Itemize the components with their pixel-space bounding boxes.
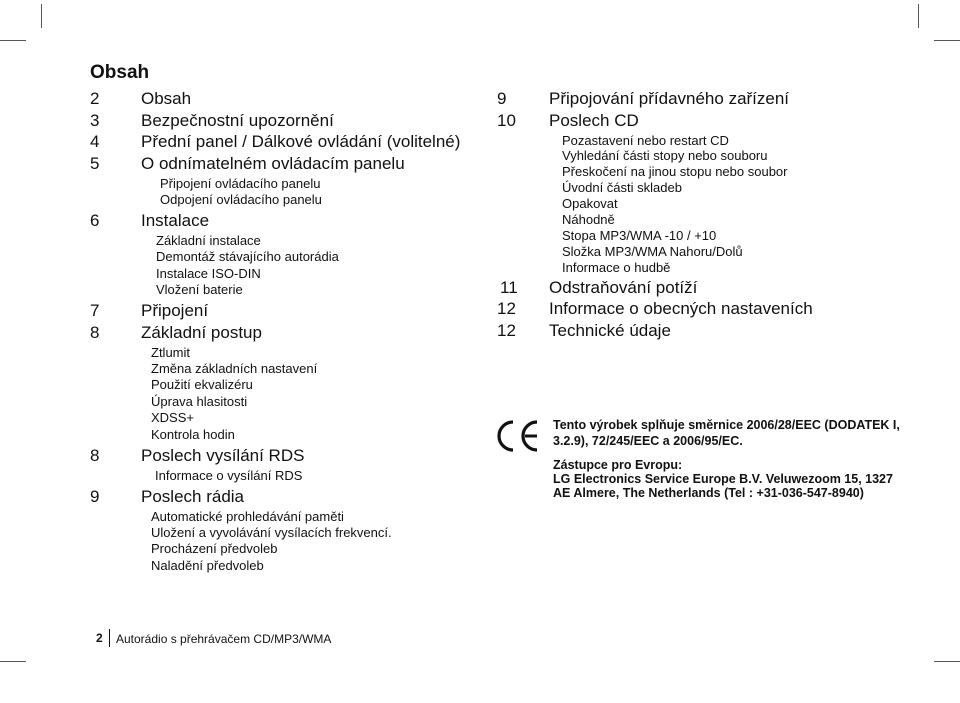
toc-subitem: Uložení a vyvolávání vysílacích frekvencí.: [151, 525, 392, 540]
toc-subitem: Změna základních nastavení: [151, 361, 318, 376]
ce-mark-icon: [492, 418, 542, 454]
toc-item: Základní postup: [141, 322, 262, 342]
toc-subitem: Opakovat: [562, 196, 618, 212]
compliance-line: Tento výrobek splňuje směrnice 2006/28/EEC (DODATEK I,: [553, 418, 900, 432]
toc-subitem: Náhodně: [562, 212, 615, 227]
crop-mark: [41, 4, 42, 28]
toc-item: Poslech CD: [549, 110, 639, 130]
toc-item: Technické údaje: [549, 320, 671, 340]
toc-page-number: 2: [90, 89, 100, 108]
toc-subitem: Připojení ovládacího panelu: [160, 175, 321, 191]
toc-page-number: 5: [90, 153, 100, 173]
toc-page-number: 10: [497, 110, 516, 130]
toc-item: Bezpečnostní upozornění: [141, 110, 334, 130]
toc-subitem: XDSS+: [151, 410, 194, 426]
toc-subitem: Odpojení ovládacího panelu: [160, 191, 322, 207]
page-title: Obsah: [90, 62, 150, 83]
toc-subitem: Úvodní části skladeb: [562, 180, 682, 196]
toc-page-number: 11: [500, 277, 518, 297]
toc-subitem: Přeskočení na jinou stopu nebo soubor: [562, 164, 788, 180]
toc-item: Poslech rádia: [141, 486, 245, 506]
toc-page-number: 7: [90, 301, 100, 321]
toc-page-number: 8: [90, 445, 100, 465]
representative-heading: Zástupce pro Evropu:: [553, 458, 683, 472]
toc-subitem: Demontáž stávajícího autorádia: [156, 249, 339, 265]
toc-page-number: 4: [90, 132, 100, 151]
toc-item: Odstraňování potíží: [549, 277, 698, 297]
toc-item: Poslech vysílání RDS: [141, 445, 305, 465]
toc-subitem: Úprava hlasitosti: [151, 393, 248, 409]
toc-page-number: 6: [90, 210, 100, 230]
toc-page-number: 12: [497, 320, 516, 340]
toc-item: Připojování přídavného zařízení: [549, 89, 790, 108]
toc-subitem: Informace o vysílání RDS: [155, 467, 303, 483]
crop-mark: [918, 4, 919, 28]
toc-page-number: 8: [90, 322, 100, 342]
footer-divider: [109, 629, 110, 647]
toc-subitem: Automatické prohledávání paměti: [151, 508, 344, 524]
toc-subitem: Základní instalace: [156, 232, 261, 248]
representative-address: LG Electronics Service Europe B.V. Veluwezoom 15, 1327: [553, 472, 893, 486]
compliance-line: 3.2.9), 72/245/EEC a 2006/95/EC.: [553, 434, 743, 448]
toc-subitem: Použití ekvalizéru: [151, 377, 253, 393]
crop-mark: [934, 40, 960, 41]
toc-subitem: Stopa MP3/WMA -10 / +10: [562, 227, 717, 243]
footer-text: Autorádio s přehrávačem CD/MP3/WMA: [116, 632, 332, 646]
crop-mark: [0, 40, 26, 41]
page-number: 2: [96, 631, 103, 645]
crop-mark: [0, 661, 26, 662]
toc-subitem: Instalace ISO-DIN: [156, 265, 261, 281]
toc-subitem: Vyhledání části stopy nebo souboru: [562, 148, 768, 164]
toc-subitem: Procházení předvoleb: [151, 541, 278, 557]
toc-subitem: Informace o hudbě: [562, 259, 671, 275]
toc-item: Obsah: [141, 89, 192, 108]
representative-address: AE Almere, The Netherlands (Tel : +31-036-547-8940): [553, 486, 864, 500]
crop-mark: [934, 661, 960, 662]
toc-item: Připojení: [141, 301, 209, 321]
toc-subitem: Naladění předvoleb: [151, 557, 264, 573]
toc-subitem: Ztlumit: [151, 344, 190, 360]
toc-item: Přední panel / Dálkové ovládání (volitelné): [141, 132, 461, 151]
toc-page-number: 3: [90, 110, 100, 130]
toc-subitem: Kontrola hodin: [151, 426, 235, 442]
toc-page-number: 9: [497, 89, 507, 108]
toc-item: Informace o obecných nastaveních: [549, 299, 813, 319]
toc-page-number: 9: [90, 486, 100, 506]
toc-subitem: Vložení baterie: [156, 282, 243, 298]
toc-item: O odnímatelném ovládacím panelu: [141, 153, 405, 173]
toc-subitem: Složka MP3/WMA Nahoru/Dolů: [562, 243, 743, 259]
toc-subitem: Pozastavení nebo restart CD: [562, 132, 729, 148]
toc-page-number: 12: [497, 299, 516, 319]
toc-item: Instalace: [141, 210, 210, 230]
